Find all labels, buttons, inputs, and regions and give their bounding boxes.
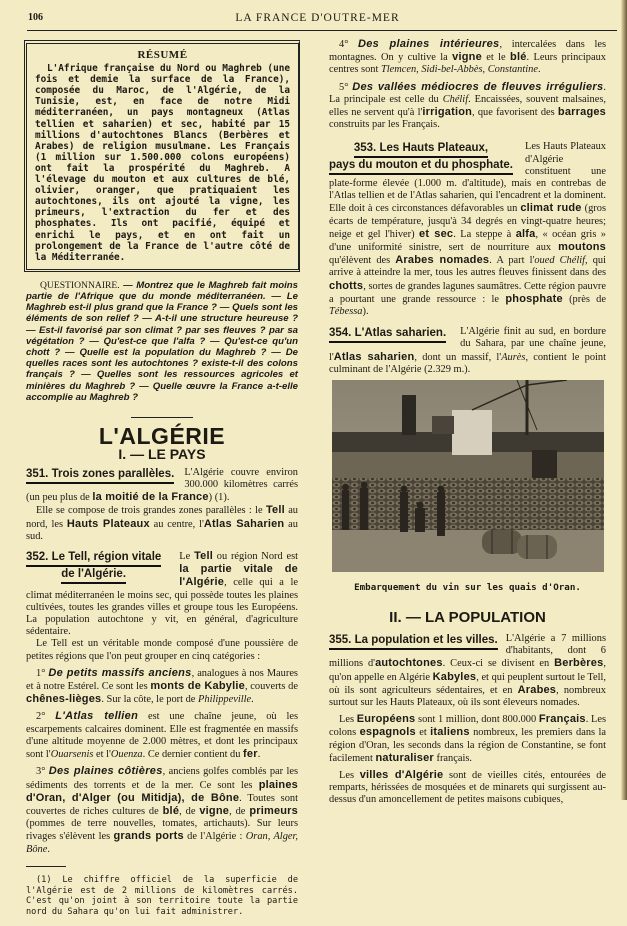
- tell-item-5: 5° Des vallées médiocres de fleuves irréguliers. La principale est celle du Chélif. Encaissées, souvent malsaines, elles ne servent qu'à l'irrigation, que favorisent des barrages construits par les Français.: [329, 80, 606, 131]
- section-352: [26, 550, 298, 856]
- section-352-continued: [329, 38, 606, 131]
- section-351-para-2: Elle se compose de trois grandes zones parallèles : le Tell au nord, les Hauts Plateaux au centre, l'Atlas Saharien au sud.: [26, 504, 298, 542]
- section-355-heading: [329, 633, 498, 650]
- running-title: LA FRANCE D'OUTRE-MER: [235, 12, 400, 24]
- chapter-title: L'ALGÉRIE: [98, 423, 226, 450]
- section-355: [329, 633, 606, 807]
- section-355-para-2: Les Européens sont 1 million, dont 800.000 Français. Les colons espagnols et italiens nombreux, les premiers dans la région d'Oran, les seconds dans la région de Constantine, se font facilement naturaliser français.: [329, 713, 607, 764]
- section-354-para: L'Algérie finit au sud, en bordure du Sahara, par une chaîne jeune, l'Atlas saharien, dont un massif, l'Aurès, contient le point culminant de l'Algérie (2.329 m.).: [329, 326, 606, 375]
- running-header: [28, 12, 607, 26]
- quay: [332, 530, 604, 572]
- section-355-para-1: L'Algérie a 7 millions d'habitants, dont 6 millions d'autochtones. Ceux-ci se divisent en Berbères, qu'on appelle en Algérie Kabyles, et qui peuplent surtout le Tell, où ils sont agriculteurs sédentaires, et en Arabes, nombreux surtout sur les Hauts Plateaux, où ils sont éleveurs nomades.: [329, 632, 607, 708]
- questionnaire-text: — Montrez que le Maghreb fait moins partie de l'Afrique que du monde méditerranéen. — Le Maghreb est-il plus grand que la France ? — Quels sont les éléments de son relief ? — A-t-il une structure heureuse ? — Est-il favorisé par son climat ? par ses fleuves ? par sa végétation ? — Qu'est-ce que l'alfa ? — Qu'est-ce qu'un chott ? — Quelle est la population du Maghreb ? — De quelles races sont les autochtones ? existe-t-il des colons français ? — Quelles sont les ressources agricoles et minières du Maghreb ? — Quelle œuvre la France a-t-elle accomplie au Maghreb ?: [26, 279, 298, 403]
- section-353: [329, 141, 606, 318]
- footnote-rule: [26, 866, 66, 867]
- section-352-heading: [26, 550, 161, 584]
- barrel-rows: [332, 478, 604, 538]
- section-354: [329, 326, 606, 376]
- photo-wine-loading-oran: [332, 380, 604, 572]
- section-353-para: Les Hauts Plateaux d'Algérie constituent une plate-forme élevée (1.000 m. d'altitude), mais en contrebas de l'Atlas tellien et de l'Atlas saharien, qui l'encadrent et la dominent. Elle doit à ces circonstances défavorables un climat rude (gros écarts de température, jusqu'à 34 degrés en vingt-quatre heures; neige et gel l'hiver) et sec. La steppe à alfa, « océan gris » d'une uniformité sinistre, sert de nourriture aux moutons qu'élèvent des Arabes nomades. A part l'oued Chélif, qui arrive à atteindre la mer, tous les autres fleuves finissent dans des chotts, sortes de grandes lagunes saumâtres. Cette région pauvre a pourtant une grande ressource : le phosphate (près de Tébessa).: [329, 141, 607, 318]
- photo-illustration: [332, 380, 604, 572]
- tell-item-3: 3° Des plaines côtières, anciens golfes comblés par les sédiments des torrents et de la mer. Ce sont les plaines d'Oran, d'Alger (ou Mitidja), de Bône. Toutes sont couvertes de riches cultures de blé, de vigne, de primeurs (pommes de terre nouvelles, tomates, artichauts). Sur leurs rivages s'élèvent les grands ports de l'Algérie : Oran, Alger, Bône.: [26, 765, 299, 855]
- resume-title: RÉSUMÉ: [137, 49, 188, 61]
- part-title-le-pays: I. — LE PAYS: [118, 446, 206, 463]
- page-edge-shadow: [621, 0, 627, 800]
- section-352-para-1: Le Tell ou région Nord est la partie vitale de l'Algérie, celle qui a le climat méditerranéen le moins sec, qui possède toutes les plaines cultivées, toutes les grandes villes et groupe tous les Européens. La population autochtone y vit, en général, d'agriculture sédentaire.: [26, 550, 298, 638]
- photo-caption: Embarquement du vin sur les quais d'Oran.: [354, 582, 581, 594]
- part-title-la-population: II. — LA POPULATION: [389, 609, 546, 627]
- section-354-heading-text: 354. L'Atlas saharien.: [329, 326, 446, 343]
- tell-item-2: 2° L'Atlas tellien est une chaîne jeune, où les escarpements calcaires dominent. Elle est fragmentée en massifs d'une altitude moyenne de 2.000 mètres, et dont les principaux sont l'Ouarsenis et l'Ouenza. Ce dernier contient du fer.: [26, 710, 299, 761]
- header-rule: [27, 30, 617, 31]
- page-number: 106: [28, 12, 43, 23]
- questionnaire: [26, 280, 298, 403]
- section-355-heading-text: 355. La population et les villes.: [329, 633, 498, 650]
- tell-item-4: 4° Des plaines intérieures, intercalées dans les montagnes. On y cultive la vigne et le blé. Leurs principaux centres sont Tlemcen, Sidi-bel-Abbès, Constantine.: [329, 38, 606, 76]
- section-353-heading-line-2: pays du mouton et du phosphate.: [329, 158, 513, 175]
- section-353-heading-line-1: 353. Les Hauts Plateaux,: [354, 141, 488, 158]
- section-354-heading: [329, 326, 446, 343]
- section-351: [26, 467, 298, 543]
- tell-item-1: 1° De petits massifs anciens, analogues à nos Maures et à notre Estérel. Ce sont les monts de Kabylie, couverts de chênes-lièges. Sur la côte, le port de Philippeville.: [26, 666, 298, 706]
- section-352-heading-line-2: de l'Algérie.: [61, 567, 126, 584]
- separator-rule: [131, 417, 193, 418]
- resume-text: L'Afrique française du Nord ou Maghreb (une fois et demie la surface de la France), composée du Maroc, de l'Algérie, de la Tunisie, est, en face de notre Midi méditerranéen, un pays montagneux (Atlas tellien et saharien) et sec, habité par 15 millions d'autochtones Blancs (Berbères et Arabes) de religion musulmane. Les Français (1 million sur 1.500.000 colons européens) ont fait la prospérité du Maghreb. A l'élevage du mouton et aux cultures de blé, olivier, oranger, que pratiquaient les autochtones, ils ont ajouté la vigne, les primeurs, l'extraction du fer et des phosphates. Ils ont pacifié, équipé et enrichi le pays, et en ont fait un prolongement de la France de l'autre côté de la Méditerranée.: [35, 63, 290, 263]
- section-353-heading: [329, 141, 513, 175]
- resume-box: [24, 40, 300, 272]
- section-351-heading-text: 351. Trois zones parallèles.: [26, 467, 174, 484]
- section-351-heading: [26, 467, 174, 484]
- left-column: [26, 40, 298, 926]
- questionnaire-label: QUESTIONNAIRE.: [40, 279, 120, 291]
- section-351-para-1: L'Algérie couvre environ 300.000 kilomètres carrés (un peu plus de la moitié de la France) (1).: [26, 466, 298, 504]
- right-column: [329, 38, 606, 807]
- footnote: (1) Le chiffre officiel de la superficie de l'Algérie est de 2 millions de kilomètres carrés. C'est qu'on joint à son territoire toute la partie nord du Sahara qu'on lui fait administrer.: [26, 875, 298, 917]
- section-352-para-2: Le Tell est un véritable monde composé d'une poussière de petites régions que l'on peut grouper en cinq catégories :: [26, 638, 298, 662]
- section-352-heading-line-1: 352. Le Tell, région vitale: [26, 550, 161, 567]
- section-355-para-3: Les villes d'Algérie sont de vieilles cités, entourées de remparts, hérissées de mosquées et de minarets qui surgissent au-dessus d'un amoncellement de petites maisons cubiques,: [329, 768, 606, 806]
